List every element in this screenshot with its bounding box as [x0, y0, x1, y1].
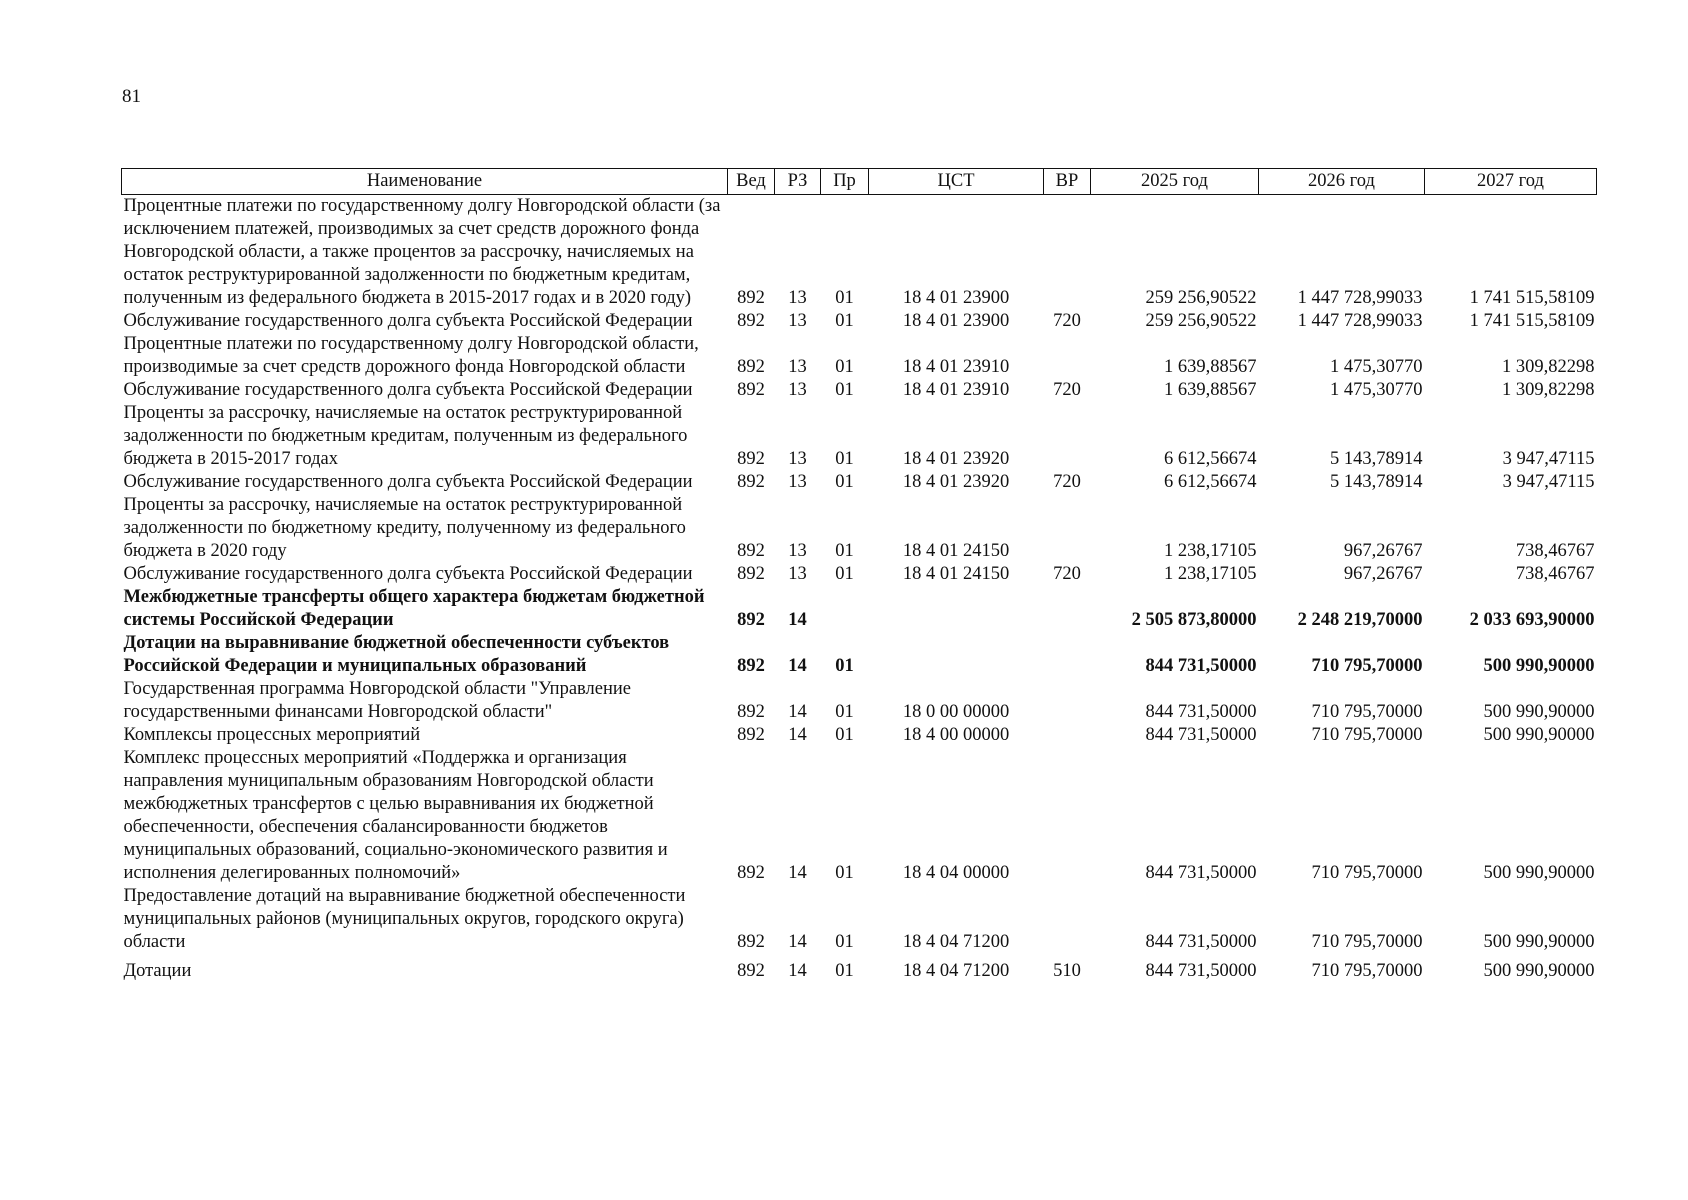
row-ved: 892	[737, 380, 765, 400]
table-row	[122, 195, 1597, 311]
row-pr: 01	[835, 656, 854, 676]
table-row	[122, 586, 1597, 632]
row-2026: 2 248 219,70000	[1297, 610, 1423, 630]
row-2025: 6 612,56674	[1164, 449, 1257, 469]
row-vr	[1044, 402, 1091, 471]
row-vr	[1044, 195, 1091, 311]
row-cst: 18 4 01 23900	[902, 288, 1010, 308]
row-ved: 892	[737, 961, 765, 981]
row-name: Проценты за рассрочку, начисляемые на остаток реструктурированной задолженности по бюджетным кредитам, полученным из федерального бюджета в 2015-2017 годах	[123, 403, 688, 469]
row-pr: 01	[835, 357, 854, 377]
row-rz: 14	[788, 961, 807, 981]
row-2026: 710 795,70000	[1311, 725, 1423, 745]
table-row	[122, 724, 1597, 747]
row-pr: 01	[835, 472, 854, 492]
row-ved: 892	[737, 564, 765, 584]
row-name: Процентные платежи по государственному долгу Новгородской области (за исключением платежей, производимых за счет средств дорожного фонда Новгородской области, а также процентов за рассрочку, начисляемых на остаток реструктурированной задолженности по бюджетным кредитам, полученным из федерального бюджета в 2015-2017 годах и в 2020 году)	[123, 196, 721, 308]
row-2027: 738,46767	[1515, 541, 1595, 561]
row-2027: 3 947,47115	[1502, 449, 1595, 469]
table-header-row	[122, 169, 1597, 195]
row-vr: 720	[1053, 472, 1081, 492]
header-rz: РЗ	[775, 169, 821, 195]
row-name: Комплекс процессных мероприятий «Поддержка и организация направления муниципальным образованиям Новгородской области межбюджетных трансфертов с целью выравнивания их бюджетной обеспеченности, обеспечения сбалансированности бюджетов муниципальных образований, социально-экономического развития и исполнения делегированных полномочий»	[123, 748, 668, 883]
row-2026: 710 795,70000	[1311, 656, 1423, 676]
row-2026: 1 447 728,99033	[1297, 311, 1423, 331]
row-vr	[1044, 494, 1091, 563]
row-rz: 14	[788, 610, 807, 630]
row-2026: 710 795,70000	[1311, 702, 1423, 722]
row-2026: 1 475,30770	[1330, 357, 1423, 377]
row-cst: 18 4 04 71200	[902, 932, 1010, 952]
row-name: Предоставление дотаций на выравнивание бюджетной обеспеченности муниципальных районов (муниципальных округов, городского округа) области	[123, 886, 686, 952]
budget-table	[121, 168, 1597, 983]
row-2027: 1 741 515,58109	[1469, 311, 1595, 331]
row-rz: 13	[788, 541, 807, 561]
row-ved: 892	[737, 472, 765, 492]
row-2025: 1 639,88567	[1164, 380, 1257, 400]
row-vr: 510	[1053, 961, 1081, 981]
row-cst	[869, 632, 1044, 678]
row-2026: 1 475,30770	[1330, 380, 1423, 400]
row-cst: 18 4 01 23920	[902, 449, 1010, 469]
row-2025: 1 238,17105	[1164, 541, 1257, 561]
table-row	[122, 954, 1597, 983]
row-name: Обслуживание государственного долга субъекта Российской Федерации	[123, 472, 693, 492]
row-2027: 2 033 693,90000	[1469, 610, 1595, 630]
row-pr: 01	[835, 961, 854, 981]
row-name: Обслуживание государственного долга субъекта Российской Федерации	[123, 380, 693, 400]
row-rz: 14	[788, 863, 807, 883]
row-ved: 892	[737, 311, 765, 331]
row-rz: 13	[788, 449, 807, 469]
row-2026: 710 795,70000	[1311, 961, 1423, 981]
header-name: Наименование	[122, 169, 728, 195]
row-2027: 1 309,82298	[1502, 380, 1595, 400]
row-2025: 844 731,50000	[1145, 725, 1257, 745]
row-ved: 892	[737, 656, 765, 676]
row-cst	[869, 586, 1044, 632]
row-ved: 892	[737, 541, 765, 561]
page-number: 81	[122, 86, 141, 107]
table-row	[122, 885, 1597, 954]
table-row	[122, 379, 1597, 402]
row-pr: 01	[835, 288, 854, 308]
row-name: Межбюджетные трансферты общего характера бюджетам бюджетной системы Российской Федерации	[123, 587, 705, 630]
row-2025: 844 731,50000	[1145, 702, 1257, 722]
row-cst: 18 4 01 23910	[902, 357, 1010, 377]
table-row	[122, 678, 1597, 724]
row-ved: 892	[737, 449, 765, 469]
row-cst: 18 4 01 23920	[902, 472, 1010, 492]
row-name: Обслуживание государственного долга субъекта Российской Федерации	[123, 564, 693, 584]
row-vr: 720	[1053, 564, 1081, 584]
row-2027: 500 990,90000	[1483, 702, 1595, 722]
row-2025: 1 238,17105	[1164, 564, 1257, 584]
table-row	[122, 310, 1597, 333]
row-2025: 844 731,50000	[1145, 656, 1257, 676]
row-vr	[1044, 678, 1091, 724]
row-2025: 2 505 873,80000	[1131, 610, 1257, 630]
row-2027: 500 990,90000	[1483, 863, 1595, 883]
row-ved: 892	[737, 702, 765, 722]
table-row	[122, 494, 1597, 563]
header-2025: 2025 год	[1091, 169, 1259, 195]
row-vr	[1044, 333, 1091, 379]
row-2027: 500 990,90000	[1483, 932, 1595, 952]
row-cst: 18 0 00 00000	[902, 702, 1010, 722]
row-cst: 18 4 01 23910	[902, 380, 1010, 400]
header-ved: Вед	[728, 169, 775, 195]
header-pr: Пр	[821, 169, 869, 195]
row-2026: 710 795,70000	[1311, 863, 1423, 883]
row-rz: 13	[788, 288, 807, 308]
table-row	[122, 747, 1597, 885]
row-name: Государственная программа Новгородской области "Управление государственными финансами Новгородской области"	[123, 679, 631, 722]
row-name: Дотации	[123, 961, 192, 981]
row-2025: 844 731,50000	[1145, 961, 1257, 981]
row-name: Процентные платежи по государственному долгу Новгородской области, производимые за счет средств дорожного фонда Новгородской области	[123, 334, 699, 377]
row-vr	[1044, 586, 1091, 632]
row-cst: 18 4 01 24150	[902, 541, 1010, 561]
row-2026: 5 143,78914	[1330, 449, 1423, 469]
row-2026: 1 447 728,99033	[1297, 288, 1423, 308]
table-row	[122, 632, 1597, 678]
row-rz: 13	[788, 380, 807, 400]
table-row	[122, 402, 1597, 471]
row-cst: 18 4 00 00000	[902, 725, 1010, 745]
row-ved: 892	[737, 610, 765, 630]
header-cst: ЦСТ	[869, 169, 1044, 195]
row-pr: 01	[835, 311, 854, 331]
row-2027: 3 947,47115	[1502, 472, 1595, 492]
row-cst: 18 4 01 24150	[902, 564, 1010, 584]
row-2027: 500 990,90000	[1483, 961, 1595, 981]
row-pr: 01	[835, 725, 854, 745]
row-pr: 01	[835, 863, 854, 883]
row-2027: 500 990,90000	[1483, 725, 1595, 745]
row-rz: 14	[788, 702, 807, 722]
row-vr: 720	[1053, 380, 1081, 400]
row-rz: 13	[788, 357, 807, 377]
row-rz: 13	[788, 564, 807, 584]
header-2026: 2026 год	[1259, 169, 1425, 195]
row-name: Проценты за рассрочку, начисляемые на остаток реструктурированной задолженности по бюджетному кредиту, полученному из федерального бюджета в 2020 году	[123, 495, 686, 561]
row-2027: 1 741 515,58109	[1469, 288, 1595, 308]
row-pr	[821, 586, 869, 632]
row-ved: 892	[737, 932, 765, 952]
row-rz: 14	[788, 656, 807, 676]
row-2026: 5 143,78914	[1330, 472, 1423, 492]
row-2027: 500 990,90000	[1483, 656, 1595, 676]
row-2025: 259 256,90522	[1145, 311, 1257, 331]
row-name: Дотации на выравнивание бюджетной обеспеченности субъектов Российской Федерации и муниципальных образований	[123, 633, 670, 676]
row-name: Комплексы процессных мероприятий	[123, 725, 421, 745]
header-vr: ВР	[1044, 169, 1091, 195]
row-pr: 01	[835, 449, 854, 469]
row-pr: 01	[835, 380, 854, 400]
row-pr: 01	[835, 932, 854, 952]
row-2025: 259 256,90522	[1145, 288, 1257, 308]
row-ved: 892	[737, 725, 765, 745]
row-cst: 18 4 01 23900	[902, 311, 1010, 331]
row-vr: 720	[1053, 311, 1081, 331]
table-body	[122, 195, 1597, 984]
row-2026: 967,26767	[1343, 564, 1423, 584]
row-2027: 738,46767	[1515, 564, 1595, 584]
row-vr	[1044, 632, 1091, 678]
row-2025: 844 731,50000	[1145, 932, 1257, 952]
row-ved: 892	[737, 288, 765, 308]
row-pr: 01	[835, 564, 854, 584]
row-2025: 844 731,50000	[1145, 863, 1257, 883]
table-row	[122, 333, 1597, 379]
row-rz: 14	[788, 932, 807, 952]
row-rz: 13	[788, 311, 807, 331]
row-2027: 1 309,82298	[1502, 357, 1595, 377]
row-rz: 14	[788, 725, 807, 745]
table-row	[122, 563, 1597, 586]
row-cst: 18 4 04 00000	[902, 863, 1010, 883]
row-cst: 18 4 04 71200	[902, 961, 1010, 981]
row-2026: 967,26767	[1343, 541, 1423, 561]
row-2025: 1 639,88567	[1164, 357, 1257, 377]
header-2027: 2027 год	[1425, 169, 1597, 195]
row-pr: 01	[835, 541, 854, 561]
row-vr	[1044, 724, 1091, 747]
row-vr	[1044, 885, 1091, 954]
row-name: Обслуживание государственного долга субъекта Российской Федерации	[123, 311, 693, 331]
row-ved: 892	[737, 863, 765, 883]
table-row	[122, 471, 1597, 494]
row-vr	[1044, 747, 1091, 885]
row-rz: 13	[788, 472, 807, 492]
row-2026: 710 795,70000	[1311, 932, 1423, 952]
row-pr: 01	[835, 702, 854, 722]
row-2025: 6 612,56674	[1164, 472, 1257, 492]
row-ved: 892	[737, 357, 765, 377]
